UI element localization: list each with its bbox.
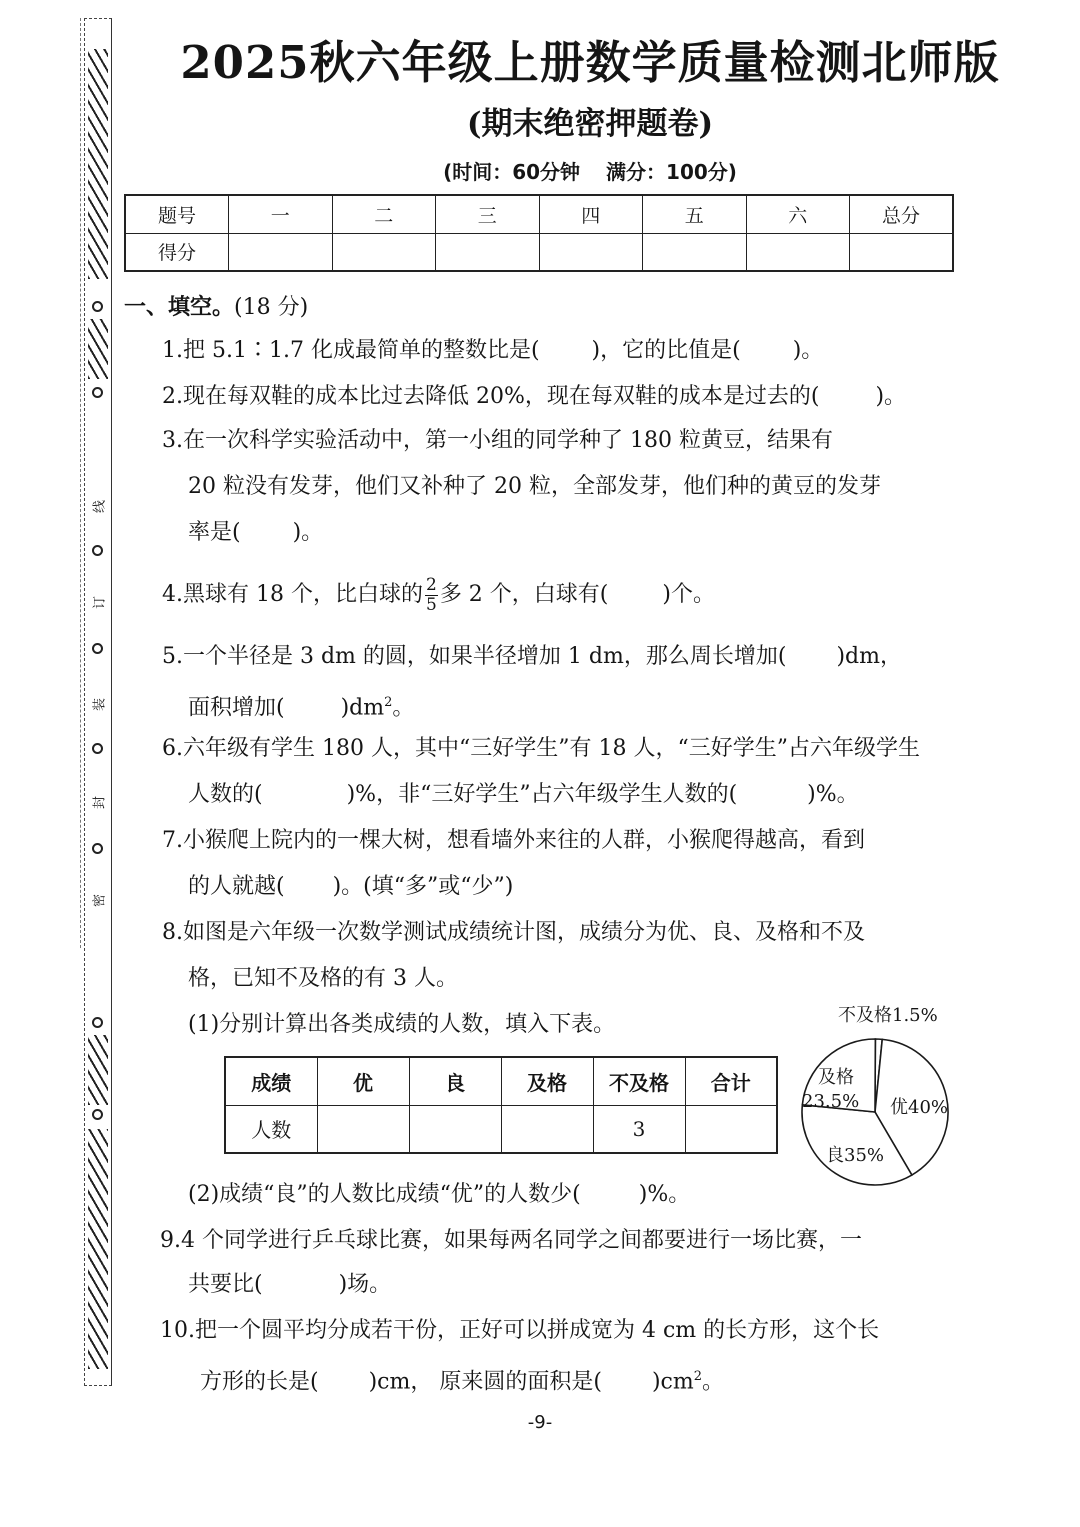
- q1-text-b: )，它的比值是(: [591, 338, 741, 363]
- score-table-header-row: [125, 195, 953, 233]
- q9-text-b: )场。: [338, 1272, 392, 1297]
- binding-label-feng: 封: [92, 796, 108, 810]
- binding-label-ding: 订: [92, 596, 108, 610]
- exam-info: [110, 156, 1070, 185]
- question-3-line-3: [188, 510, 323, 556]
- binding-label-xian: 线: [92, 500, 108, 514]
- page-title: 2025秋六年级上册数学质量检测北师版: [180, 36, 1000, 89]
- score-cell: 五: [643, 195, 747, 233]
- pie-label-fail: 不及格1.5%: [838, 1005, 938, 1026]
- q10-text-c: )cm: [651, 1369, 694, 1395]
- question-9-line-1: 9.4 个同学进行乒乓球比赛，如果每两名同学之间都要进行一场比赛，一: [160, 1228, 862, 1253]
- q1-text-c: )。: [792, 338, 824, 363]
- exam-time: (时间：60分钟: [443, 160, 581, 184]
- grade-table-value-row: [225, 1105, 777, 1153]
- grade-cell: [685, 1105, 777, 1153]
- grade-cell: 成绩: [225, 1057, 317, 1105]
- grade-table: [224, 1056, 778, 1154]
- question-6-line-2: [188, 772, 859, 818]
- page-subtitle: (期末绝密押题卷): [466, 106, 714, 142]
- q8-text-b: )%。: [638, 1182, 691, 1207]
- grade-table-header-row: [225, 1057, 777, 1105]
- fraction-numerator: 2: [425, 574, 437, 595]
- binding-ring: [92, 643, 103, 654]
- q1-text-a: 1.把 5.1∶1.7 化成最简单的整数比是(: [162, 338, 540, 363]
- section-name: 一、填空。: [124, 294, 235, 320]
- question-7-line-1: 7.小猴爬上院内的一棵大树，想看墙外来往的人群，小猴爬得越高，看到: [162, 828, 865, 853]
- section-title: [124, 290, 308, 321]
- score-cell: [332, 233, 436, 271]
- grade-cell: 良: [409, 1057, 501, 1105]
- pie-label-good: 良35%: [826, 1145, 885, 1166]
- q6-text-b: )%，非“三好学生”占六年级学生人数的(: [346, 782, 738, 807]
- q2-text-a: 2.现在每双鞋的成本比过去降低 20%，现在每双鞋的成本是过去的(: [162, 384, 820, 409]
- score-cell: [746, 233, 850, 271]
- score-cell: 三: [436, 195, 540, 233]
- question-4: [162, 572, 715, 618]
- grade-cell: 不及格: [593, 1057, 685, 1105]
- q10-text-b: )cm， 原来圆的面积是(: [368, 1369, 602, 1395]
- binding-strip: [84, 18, 112, 1386]
- question-1: [162, 328, 823, 374]
- q4-text-b: 多 2 个，白球有(: [439, 582, 609, 607]
- binding-ring: [92, 301, 103, 312]
- score-cell: 题号: [125, 195, 229, 233]
- question-6-line-1: 6.六年级有学生 180 人，其中“三好学生”有 18 人，“三好学生”占六年级学生: [162, 736, 920, 761]
- score-cell: [229, 233, 333, 271]
- q6-text-c: )%。: [807, 782, 859, 807]
- score-cell: 四: [539, 195, 643, 233]
- question-10-line-1: 10.把一个圆平均分成若干份，正好可以拼成宽为 4 cm 的长方形，这个长: [160, 1318, 880, 1343]
- binding-ring: [92, 843, 103, 854]
- q10-text-d: 。: [701, 1369, 724, 1395]
- score-cell: [643, 233, 747, 271]
- score-table: [124, 194, 954, 272]
- q6-text-a: 人数的(: [188, 782, 263, 807]
- q3-text-b: )。: [292, 520, 324, 545]
- q9-text-a: 共要比(: [188, 1272, 263, 1297]
- question-5-line-2: [188, 680, 414, 731]
- q5-text-e: 。: [392, 695, 415, 721]
- q8-text-a: (2)成绩“良”的人数比成绩“优”的人数少(: [188, 1182, 581, 1207]
- grade-pie-chart: [790, 1000, 970, 1210]
- q2-text-b: )。: [875, 384, 907, 409]
- question-8-part-2: [188, 1172, 690, 1218]
- q7-text-b: )。(填“多”或“少”): [332, 874, 514, 899]
- q5-text-a: 5.一个半径是 3 dm 的圆，如果半径增加 1 dm，那么周长增加(: [162, 644, 787, 669]
- score-cell: 总分: [850, 195, 954, 233]
- q7-text-a: 的人就越(: [188, 874, 285, 899]
- page-number: -9-: [527, 1412, 553, 1433]
- question-8-part-1: (1)分别计算出各类成绩的人数，填入下表。: [188, 1012, 616, 1037]
- q5-superscript: 2: [384, 695, 393, 710]
- score-cell: 得分: [125, 233, 229, 271]
- grade-cell: 人数: [225, 1105, 317, 1153]
- binding-ring: [92, 545, 103, 556]
- question-8-line-2: 格，已知不及格的有 3 人。: [188, 966, 458, 991]
- pie-label-pass-value: 23.5%: [802, 1091, 860, 1112]
- binding-hatch: [88, 319, 108, 379]
- question-2: [162, 374, 906, 420]
- q4-text-c: )个。: [662, 582, 715, 607]
- q10-text-a: 方形的长是(: [200, 1369, 319, 1395]
- binding-label-zhuang: 装: [92, 698, 108, 712]
- grade-cell: 合计: [685, 1057, 777, 1105]
- section-points: (18 分): [234, 295, 309, 320]
- score-cell: 六: [746, 195, 850, 233]
- binding-hatch: [88, 1035, 108, 1105]
- grade-cell: 及格: [501, 1057, 593, 1105]
- question-7-line-2: [188, 864, 513, 910]
- score-cell: [539, 233, 643, 271]
- binding-ring: [92, 743, 103, 754]
- question-3-line-1: 3.在一次科学实验活动中，第一小组的同学种了 180 粒黄豆，结果有: [162, 428, 833, 453]
- binding-cut-line: [80, 18, 81, 948]
- score-cell: 二: [332, 195, 436, 233]
- pie-label-excellent: 优40%: [890, 1097, 949, 1118]
- q5-text-c: 面积增加(: [188, 695, 285, 721]
- score-cell: 一: [229, 195, 333, 233]
- score-cell: [850, 233, 954, 271]
- binding-ring: [92, 1017, 103, 1028]
- q4-text-a: 4.黑球有 18 个，比白球的: [162, 582, 423, 607]
- q10-superscript: 2: [693, 1369, 702, 1384]
- grade-cell: 3: [593, 1105, 685, 1153]
- question-9-line-2: [188, 1262, 391, 1308]
- score-table-value-row: [125, 233, 953, 271]
- pie-label-pass: 及格: [818, 1067, 854, 1088]
- grade-cell: 优: [317, 1057, 409, 1105]
- binding-hatch: [88, 1129, 108, 1369]
- binding-label-mi: 密: [92, 894, 108, 908]
- fraction-two-fifths: [425, 576, 438, 615]
- score-cell: [436, 233, 540, 271]
- q5-text-d: )dm: [340, 695, 385, 721]
- grade-cell: [409, 1105, 501, 1153]
- question-3-line-2: 20 粒没有发芽，他们又补种了 20 粒，全部发芽，他们种的黄豆的发芽: [188, 474, 881, 499]
- binding-ring: [92, 387, 103, 398]
- grade-cell: [317, 1105, 409, 1153]
- fraction-denominator: 5: [425, 594, 437, 615]
- q3-text-a: 率是(: [188, 520, 241, 545]
- question-10-line-2: [200, 1354, 724, 1405]
- grade-cell: [501, 1105, 593, 1153]
- exam-full-score: 满分：100分): [606, 160, 737, 184]
- q5-text-b: )dm，: [836, 644, 902, 669]
- question-8-line-1: 8.如图是六年级一次数学测试成绩统计图，成绩分为优、良、及格和不及: [162, 920, 865, 945]
- binding-ring: [92, 1109, 103, 1120]
- binding-hatch: [88, 49, 108, 279]
- question-5-line-1: [162, 634, 902, 680]
